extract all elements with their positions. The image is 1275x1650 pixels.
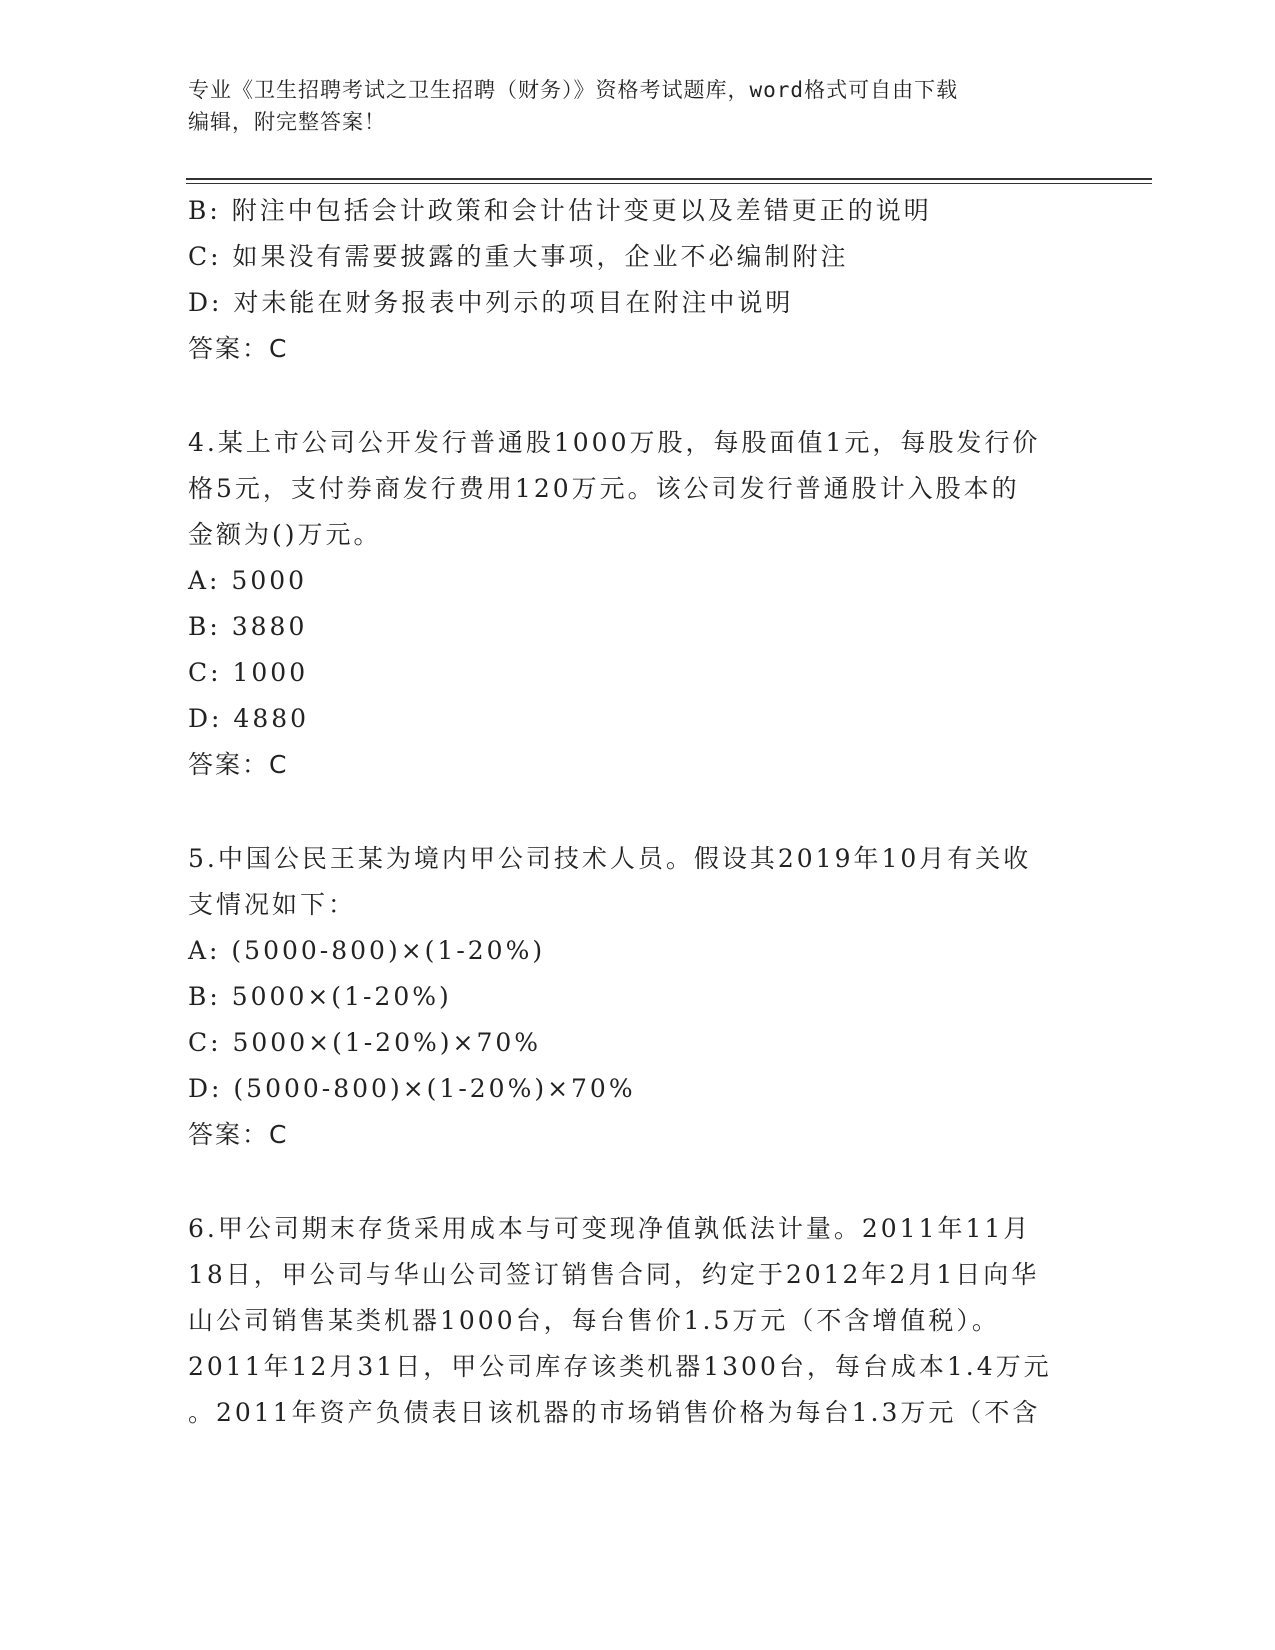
question-3: [188, 188, 1088, 372]
question-6-stem-line-5: 。2011年资产负债表日该机器的市场销售价格为每台1.3万元（不含: [188, 1398, 1041, 1427]
question-6: [188, 1206, 1088, 1436]
question-4: [188, 420, 1088, 788]
question-spacer: [188, 372, 1088, 420]
question-4-stem-line-1: 4.某上市公司公开发行普通股1000万股，每股面值1元，每股发行价: [188, 428, 1041, 457]
header-title-line-1: 专业《卫生招聘考试之卫生招聘（财务）》资格考试题库，word格式可自由下载: [188, 78, 959, 102]
header-title-line-2: 编辑，附完整答案！: [188, 110, 386, 134]
question-spacer: [188, 1158, 1088, 1206]
question-3-option-c: C: 如果没有需要披露的重大事项，企业不必编制附注: [188, 242, 849, 271]
question-5: [188, 836, 1088, 1158]
question-5-option-c: C: 5000×(1-20%)×70%: [188, 1028, 542, 1057]
question-5-option-d: D: (5000-800)×(1-20%)×70%: [188, 1074, 636, 1103]
question-4-stem-line-3: 金额为()万元。: [188, 520, 382, 549]
question-3-option-b: B: 附注中包括会计政策和会计估计变更以及差错更正的说明: [188, 196, 932, 225]
question-4-option-a: A: 5000: [188, 566, 308, 595]
question-6-stem-line-4: 2011年12月31日，甲公司库存该类机器1300台，每台成本1.4万元: [188, 1352, 1052, 1381]
question-4-stem-line-2: 格5元，支付券商发行费用120万元。该公司发行普通股计入股本的: [188, 474, 1020, 503]
question-5-answer: 答案：C: [188, 1120, 289, 1149]
header-divider-thin: [186, 183, 1152, 184]
question-4-answer: 答案：C: [188, 750, 289, 779]
question-5-stem-line-2: 支情况如下：: [188, 890, 357, 919]
question-5-option-a: A: (5000-800)×(1-20%): [188, 936, 546, 965]
document-header: [188, 74, 1078, 138]
question-5-stem-line-1: 5.中国公民王某为境内甲公司技术人员。假设其2019年10月有关收: [188, 844, 1032, 873]
question-6-stem-line-3: 山公司销售某类机器1000台，每台售价1.5万元（不含增值税）。: [188, 1306, 1000, 1335]
question-4-option-d: D: 4880: [188, 704, 310, 733]
question-list: [188, 188, 1088, 1436]
question-3-answer: 答案：C: [188, 334, 289, 363]
question-6-stem-line-1: 6.甲公司期末存货采用成本与可变现净值孰低法计量。2011年11月: [188, 1214, 1032, 1243]
question-4-option-c: C: 1000: [188, 658, 309, 687]
header-divider-thick: [186, 178, 1152, 180]
question-3-option-d: D: 对未能在财务报表中列示的项目在附注中说明: [188, 288, 794, 317]
question-spacer: [188, 788, 1088, 836]
question-6-stem-line-2: 18日，甲公司与华山公司签订销售合同，约定于2012年2月1日向华: [188, 1260, 1040, 1289]
question-4-option-b: B: 3880: [188, 612, 308, 641]
question-5-option-b: B: 5000×(1-20%): [188, 982, 452, 1011]
